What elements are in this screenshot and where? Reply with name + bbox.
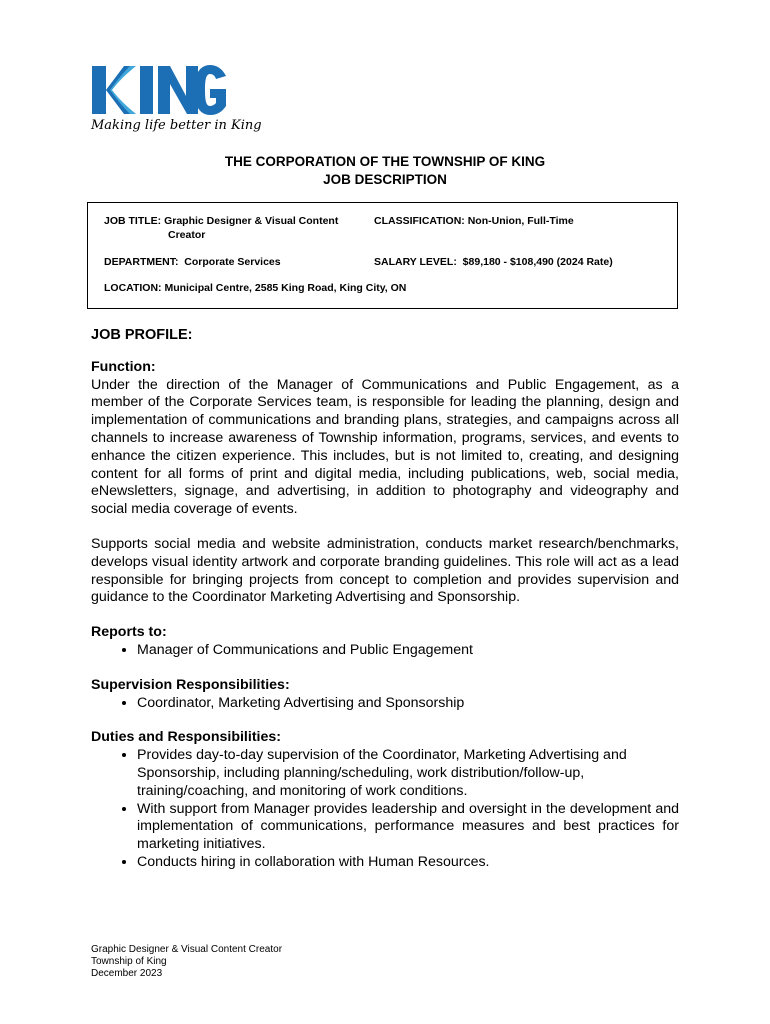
job-profile-heading: JOB PROFILE:: [91, 327, 193, 343]
list-item: • Manager of Communications and Public Engagement: [137, 642, 679, 660]
supervision-list: [91, 695, 679, 713]
footer-line: Township of King: [91, 956, 167, 967]
corporation-title: THE CORPORATION OF THE TOWNSHIP OF KING: [224, 154, 546, 169]
job-info-box: [87, 202, 678, 309]
document-header: [0, 153, 770, 189]
salary-field: SALARY LEVEL: $89,180 - $108,490 (2024 Rate): [374, 256, 613, 268]
list-item: • With support from Manager provides leadership and oversight in the development and implementation of communications, performance measures and best practices for marketing initiatives.: [137, 801, 679, 854]
footer-line: Graphic Designer & Visual Content Creator: [91, 944, 283, 955]
reports-to-heading: Reports to:: [91, 624, 167, 641]
reports-to-list: [91, 642, 679, 660]
page-footer: [91, 944, 282, 980]
function-heading: Function:: [91, 358, 156, 375]
function-paragraph-2: Supports social media and website administration, conducts market research/benchmarks, develops visual identity artwork and corporate branding guidelines. This role will act as a lead responsible for bringing projects from concept to completion and provides supervision and guidance to the Coordinator Marketing Advertising and Sponsorship.: [91, 535, 679, 606]
duties-list: [91, 747, 679, 872]
list-item: • Provides day-to-day supervision of the Coordinator, Marketing Advertising and Sponsorship, including planning/scheduling, work distribution/follow-up, training/coaching, and monitoring of work conditions.: [137, 747, 679, 800]
list-item: • Coordinator, Marketing Advertising and Sponsorship: [137, 695, 679, 713]
job-title-continued: Creator: [168, 229, 206, 241]
supervision-heading: Supervision Responsibilities:: [91, 676, 290, 693]
footer-line: December 2023: [91, 968, 163, 979]
department-field: DEPARTMENT: Corporate Services: [104, 256, 281, 268]
duties-heading: Duties and Responsibilities:: [91, 729, 281, 746]
function-paragraph-1: Under the direction of the Manager of Communications and Public Engagement, as a member of the Corporate Services team, is responsible for leading the planning, design and implementation of communications and branding plans, strategies, and campaigns across all channels to increase awareness of Township information, programs, services, and events to enhance the citizen experience. This includes, but is not limited to, creating, and designing content for all forms of print and digital media, including publications, web, social media, eNewsletters, signage, and advertising, in addition to photography and videography and social media coverage of events.: [91, 376, 679, 518]
location-field: LOCATION: Municipal Centre, 2585 King Road, King City, ON: [104, 282, 407, 294]
job-title-field: [104, 214, 364, 242]
list-item: • Conducts hiring in collaboration with Human Resources.: [137, 854, 679, 872]
job-title-text: JOB TITLE: Graphic Designer & Visual Content: [104, 215, 339, 227]
logo-tagline: Making life better in King: [91, 118, 262, 133]
classification-field: CLASSIFICATION: Non-Union, Full-Time: [374, 215, 574, 227]
job-profile-section: [91, 327, 679, 889]
king-logo-mark: [90, 62, 230, 118]
document-type-title: JOB DESCRIPTION: [323, 172, 447, 187]
